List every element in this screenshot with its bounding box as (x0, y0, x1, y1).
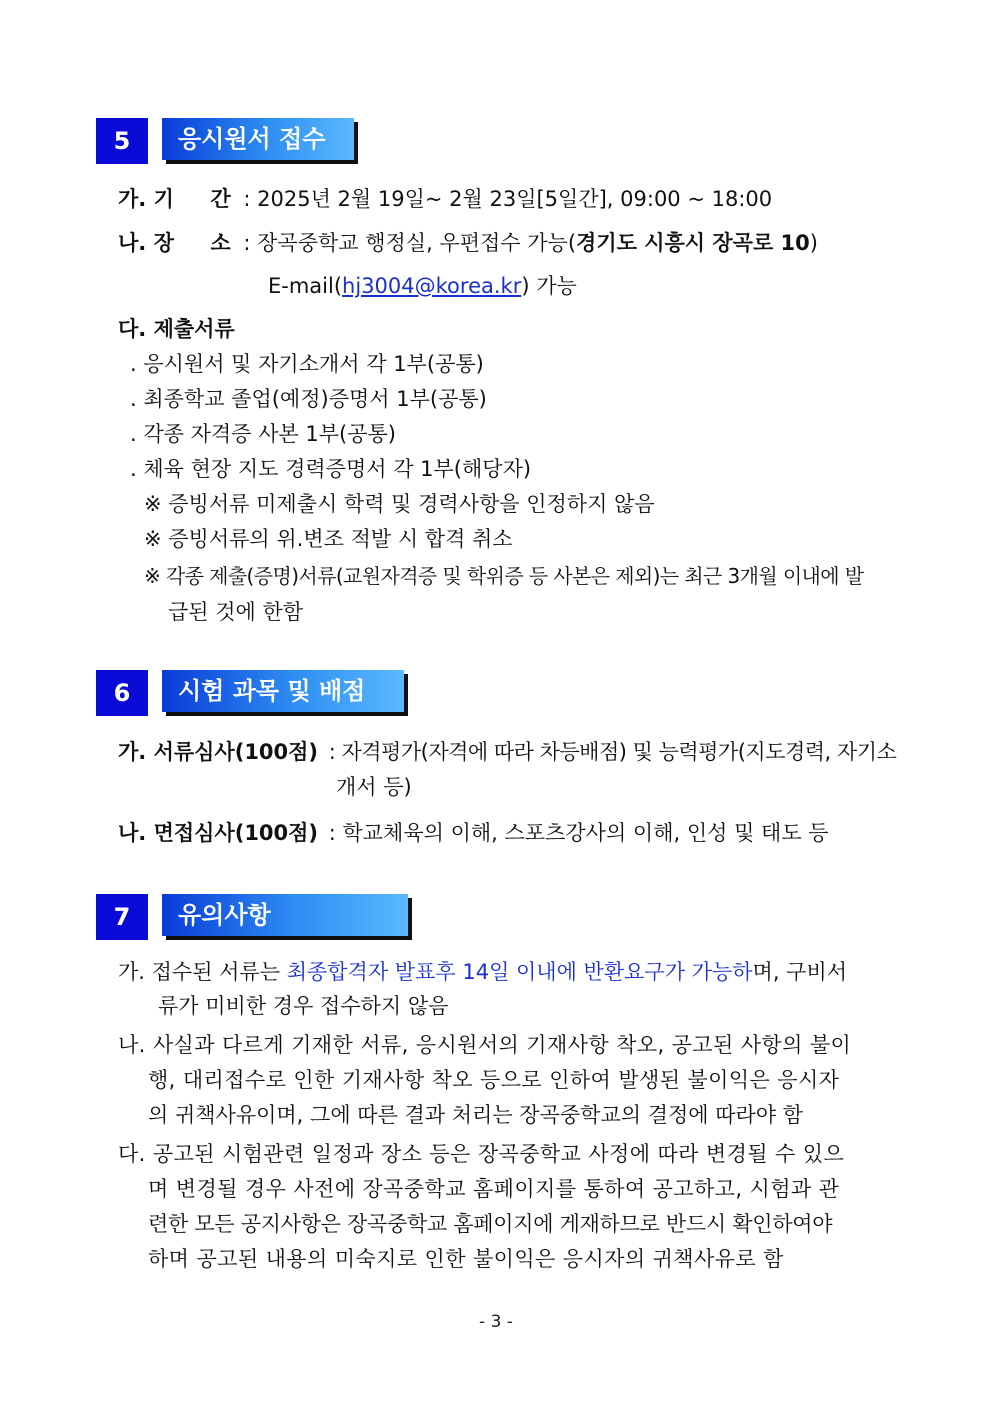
email-suffix: ) 가능 (521, 274, 577, 298)
period-row (118, 184, 772, 214)
place-address: 경기도 시흥시 장곡로 10 (576, 231, 810, 255)
period-value: : 2025년 2월 19일~ 2월 23일[5일간], 09:00 ~ 18:00 (243, 187, 773, 211)
page-number: - 3 - (479, 1312, 513, 1332)
section-number: 6 (96, 670, 148, 716)
note-item: ※ 증빙서류의 위.변조 적발 시 합격 취소 (144, 527, 513, 551)
doc-review-label: 가. 서류심사(100점) (118, 740, 319, 764)
doc-item: . 응시원서 및 자기소개서 각 1부(공통) (130, 352, 484, 376)
notice-a-highlight: 최종합격자 발표후 14일 이내에 반환요구가 가능하 (286, 960, 753, 984)
notice-c-line: 련한 모든 공지사항은 장곡중학교 홈페이지에 게재하므로 반드시 확인하여야 (148, 1212, 833, 1236)
email-link[interactable]: hj3004@korea.kr (342, 274, 522, 298)
doc-item: . 체육 현장 지도 경력증명서 각 1부(해당자) (130, 457, 532, 481)
section-title: 유의사항 (162, 894, 408, 936)
note-item: ※ 각종 제출(증명)서류(교원자격증 및 학위증 등 사본은 제외)는 최근 3개월 이내에 발 (144, 564, 864, 588)
notice-b-line: 나. 사실과 다르게 기재한 서류, 응시원서의 기재사항 착오, 공고된 사항의 불이 (118, 1033, 852, 1057)
notice-c-line: 다. 공고된 시험관련 일정과 장소 등은 장곡중학교 사정에 따라 변경될 수 있으 (118, 1142, 845, 1166)
note-item: ※ 증빙서류 미제출시 학력 및 경력사항을 인정하지 않음 (144, 492, 655, 516)
interview-label: 나. 면접심사(100점) (118, 821, 319, 845)
email-row (268, 271, 577, 301)
doc-item: . 최종학교 졸업(예정)증명서 1부(공통) (130, 387, 487, 411)
section-number: 7 (96, 894, 148, 940)
section-title: 시험 과목 및 배점 (162, 670, 404, 712)
note-continuation: 급된 것에 한함 (168, 600, 304, 624)
interview-row (118, 818, 829, 848)
notice-a-continuation: 류가 미비한 경우 접수하지 않음 (158, 994, 449, 1018)
place-row (118, 228, 818, 258)
email-prefix: E-mail( (268, 274, 343, 298)
notice-a-text: 가. 접수된 서류는 (118, 960, 287, 984)
notice-a-text-end: 며, 구비서 (752, 960, 848, 984)
doc-review-value: : 자격평가(자격에 따라 차등배점) 및 능력평가(지도경력, 자기소 (328, 740, 897, 764)
section-number: 5 (96, 118, 148, 164)
doc-item: . 각종 자격증 사본 1부(공통) (130, 422, 396, 446)
place-label: 나. 장 소 (118, 231, 231, 255)
interview-value: : 학교체육의 이해, 스포츠강사의 이해, 인성 및 태도 등 (328, 821, 829, 845)
period-label: 가. 기 간 (118, 187, 231, 211)
section-title: 응시원서 접수 (162, 118, 354, 160)
notice-b-line: 행, 대리접수로 인한 기재사항 착오 등으로 인하여 발생된 불이익은 응시자 (148, 1068, 840, 1092)
place-value-close: ) (809, 231, 818, 255)
notice-c-line: 며 변경될 경우 사전에 장곡중학교 홈페이지를 통하여 공고하고, 시험과 관 (148, 1177, 840, 1201)
place-value (243, 231, 818, 255)
doc-review-row (118, 737, 896, 767)
notice-c-line: 하며 공고된 내용의 미숙지로 인한 불이익은 응시자의 귀책사유로 함 (148, 1247, 784, 1271)
place-value-text: : 장곡중학교 행정실, 우편접수 가능( (243, 231, 577, 255)
notice-b-line: 의 귀책사유이며, 그에 따른 결과 처리는 장곡중학교의 결정에 따라야 함 (148, 1103, 804, 1127)
docs-label: 다. 제출서류 (118, 317, 235, 341)
notice-a (118, 957, 847, 987)
doc-review-continuation: 개서 등) (336, 775, 412, 799)
